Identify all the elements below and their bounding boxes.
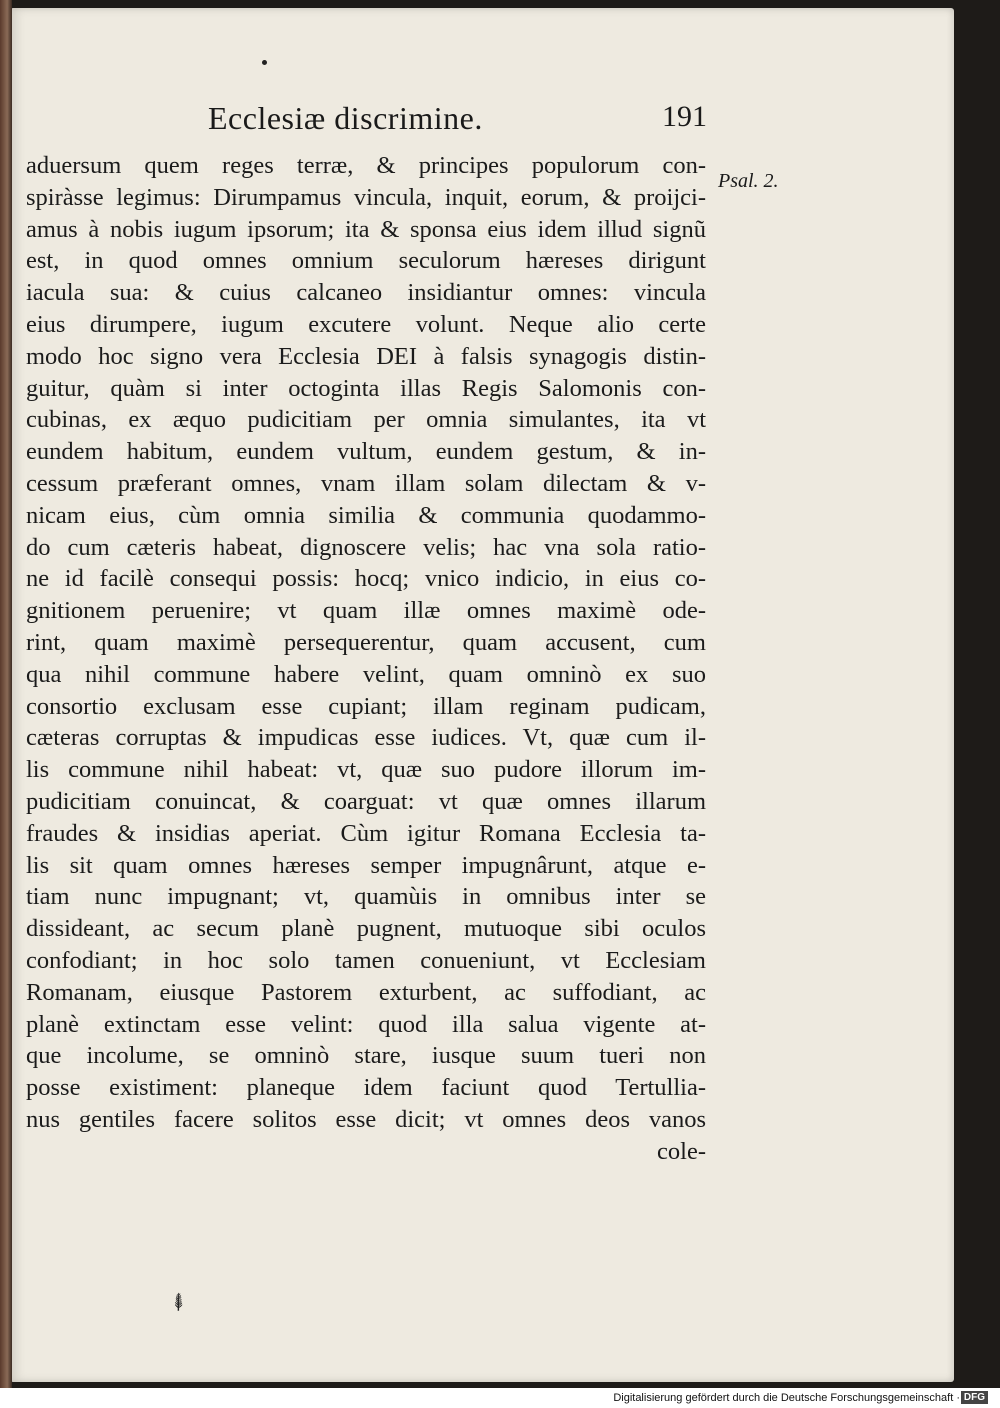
text-line: cæteras corruptas & impudicas esse iudices. Vt, quæ cum il- <box>26 724 706 752</box>
text-line: eundem habitum, eundem vultum, eundem gestum, & in- <box>26 438 706 466</box>
text-line: nicam eius, cùm omnia similia & communia quodammo- <box>26 501 706 529</box>
text-line: consortio exclusam esse cupiant; illam reginam pudicam, <box>26 692 706 720</box>
text-line: rint, quam maximè persequerentur, quam accusent, cum <box>26 628 706 656</box>
text-line: ne id facilè consequi possis: hocq; vnico indicio, in eius co- <box>26 565 706 593</box>
text-line: eius dirumpere, iugum excutere volunt. Neque alio certe <box>26 310 706 338</box>
text-line: qua nihil commune habere velint, quam omninò ex suo <box>26 660 706 688</box>
text-line: fraudes & insidias aperiat. Cùm igitur Romana Ecclesia ta- <box>26 819 706 847</box>
text-line: est, in quod omnes omnium seculorum hæreses dirigunt <box>26 247 706 275</box>
text-line: lis sit quam omnes hæreses semper impugnârunt, atque e- <box>26 851 706 879</box>
ink-dot <box>262 60 267 65</box>
text-line: spiràsse legimus: Dirumpamus vincula, inquit, eorum, & proijci- <box>26 183 706 211</box>
text-line: modo hoc signo vera Ecclesia DEI à falsis synagogis distin- <box>26 342 706 370</box>
book-binding <box>0 0 12 1388</box>
text-line: amus à nobis iugum ipsorum; ita & sponsa eius idem illud signũ <box>26 215 706 243</box>
text-line: nus gentiles facere solitos esse dicit; vt omnes deos vanos <box>26 1105 706 1133</box>
text-line: pudicitiam conuincat, & coarguat: vt quæ omnes illarum <box>26 787 706 815</box>
text-line: confodiant; in hoc solo tamen conueniunt, vt Ecclesiam <box>26 946 706 974</box>
text-line: tiam nunc impugnant; vt, quamùis in omnibus inter se <box>26 883 706 911</box>
footer-credit: Digitalisierung gefördert durch die Deutsche Forschungsgemeinschaft · <box>613 1392 960 1404</box>
text-line: cessum præferant omnes, vnam illam solam dilectam & v- <box>26 469 706 497</box>
text-line: iacula sua: & cuius calcaneo insidiantur omnes: vincula <box>26 279 706 307</box>
text-line: cole- <box>657 1137 706 1165</box>
margin-note: Psal. 2. <box>718 170 779 192</box>
text-line: gnitionem peruenire; vt quam illæ omnes maximè ode- <box>26 597 706 625</box>
text-line: guitur, quàm si inter octoginta illas Regis Salomonis con- <box>26 374 706 402</box>
ink-mark: ⸙ <box>162 1283 195 1320</box>
text-line: lis commune nihil habeat: vt, quæ suo pudore illorum im- <box>26 756 706 784</box>
text-line: do cum cæteris habeat, dignoscere velis; hac vna sola ratio- <box>26 533 706 561</box>
text-line: dissideant, ac secum planè pugnent, mutuoque sibi oculos <box>26 915 706 943</box>
text-line: que incolume, se omninò stare, iusque suum tueri non <box>26 1042 706 1070</box>
text-line: planè extinctam esse velint: quod illa salua vigente at- <box>26 1010 706 1038</box>
body-text <box>26 150 706 1168</box>
dfg-logo: DFG <box>961 1391 988 1404</box>
page-number: 191 <box>662 100 707 133</box>
text-line: cubinas, ex æquo pudicitiam per omnia simulantes, ita vt <box>26 406 706 434</box>
text-line: aduersum quem reges terræ, & principes populorum con- <box>26 152 706 179</box>
text-line: posse existiment: planeque idem faciunt quod Tertullia- <box>26 1074 706 1102</box>
running-head: Ecclesiæ discrimine. <box>208 100 483 136</box>
text-line: Romanam, eiusque Pastorem exturbent, ac suffodiant, ac <box>26 978 706 1006</box>
